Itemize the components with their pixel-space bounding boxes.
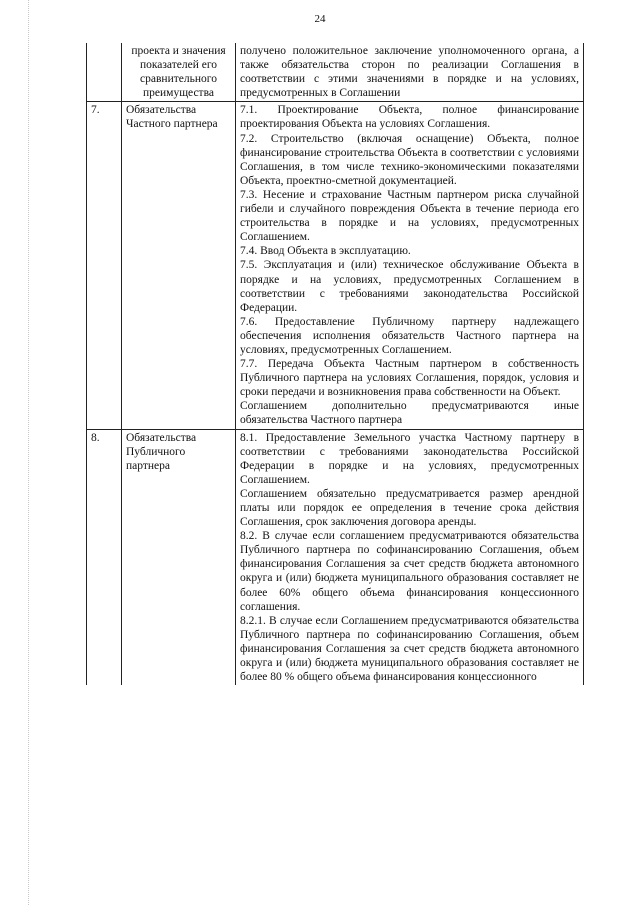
table-row: [87, 43, 584, 102]
terms-table: [86, 43, 584, 685]
paragraph: 7.1. Проектирование Объекта, полное финансирование проектирования Объекта на условиях Соглашения.: [240, 104, 579, 131]
paragraph: 7.3. Несение и страхование Частным партнером риска случайной гибели и случайного повреждения Объекта в течение периода его строительства в порядке и на условиях, предусмотренных Соглашением.: [240, 188, 579, 244]
paragraph: получено положительное заключение уполномоченного органа, а также обязательства сторон по реализации Соглашения в соответствии с этими значениями в порядке и на условиях, предусмотренных в Соглашении: [240, 45, 579, 100]
paragraph: 7.7. Передача Объекта Частным партнером в собственность Публичного партнера на условиях Соглашения, порядок, условия и сроки передачи и возникновения права собственности на Объект.: [240, 358, 579, 399]
paragraph: 7.4. Ввод Объекта в эксплуатацию.: [240, 245, 411, 258]
row-title: [122, 43, 236, 102]
row-content: [236, 102, 584, 429]
table-row: [87, 102, 584, 429]
paragraph: 8.2.1. В случае если Соглашением предусматриваются обязательства Публичного партнера по софинансированию Соглашения, объем финансирования Соглашения за счет средств бюджета автономного округа и (или) бюджета муниципального образования составляет не более 80 % общего объема финансирования концессионного: [240, 614, 579, 684]
paragraph: 7.2. Строительство (включая оснащение) Объекта, полное финансирование строительства Объекта в соответствии с условиями Соглашения, в том числе технико-экономическими показателями Объекта, проектно-сметной документацией.: [240, 132, 579, 187]
row-title: [122, 429, 236, 685]
row-title-text: проекта и значения показателей его сравнительного преимущества: [131, 45, 226, 100]
paragraph: 7.6. Предоставление Публичному партнеру надлежащего обеспечения исполнения обязательств Частного партнера на условиях, предусмотренных Соглашением.: [240, 315, 579, 356]
row-number: [87, 43, 122, 102]
row-title: [122, 102, 236, 429]
row-content: [236, 43, 584, 102]
table-row: [87, 429, 584, 685]
row-content: [236, 429, 584, 685]
paragraph: Соглашением обязательно предусматривается размер арендной платы или порядок ее определения в течение срока действия Соглашения, срок заключения договора аренды.: [240, 487, 579, 529]
paragraph: 8.2. В случае если соглашением предусматриваются обязательства Публичного партнера по софинансированию Соглашения, объем финансирования Соглашения за счет средств бюджета автономного округа и (или) бюджета муниципального образования составляет не более 60% общего объема финансирования концессионного соглашения.: [240, 530, 579, 613]
row-number: 7.: [87, 102, 122, 429]
scan-edge-line: [28, 0, 29, 905]
paragraph: 8.1. Предоставление Земельного участка Частному партнеру в соответствии с требованиями законодательства Российской Федерации в порядке и на условиях, предусмотренных Соглашением.: [240, 431, 579, 486]
paragraph: Соглашением дополнительно предусматриваются иные обязательства Частного партнера: [240, 400, 579, 427]
row-title-text: Обязательства Частного партнера: [126, 104, 218, 131]
row-title-text: Обязательства Публичного партнера: [126, 431, 197, 472]
paragraph: 7.5. Эксплуатация и (или) техническое обслуживание Объекта в порядке и на условиях, предусмотренных Соглашением в соответствии с требованиями законодательства Российской Федерации.: [240, 259, 579, 314]
page-number: 24: [314, 13, 326, 25]
row-number: 8.: [87, 429, 122, 685]
